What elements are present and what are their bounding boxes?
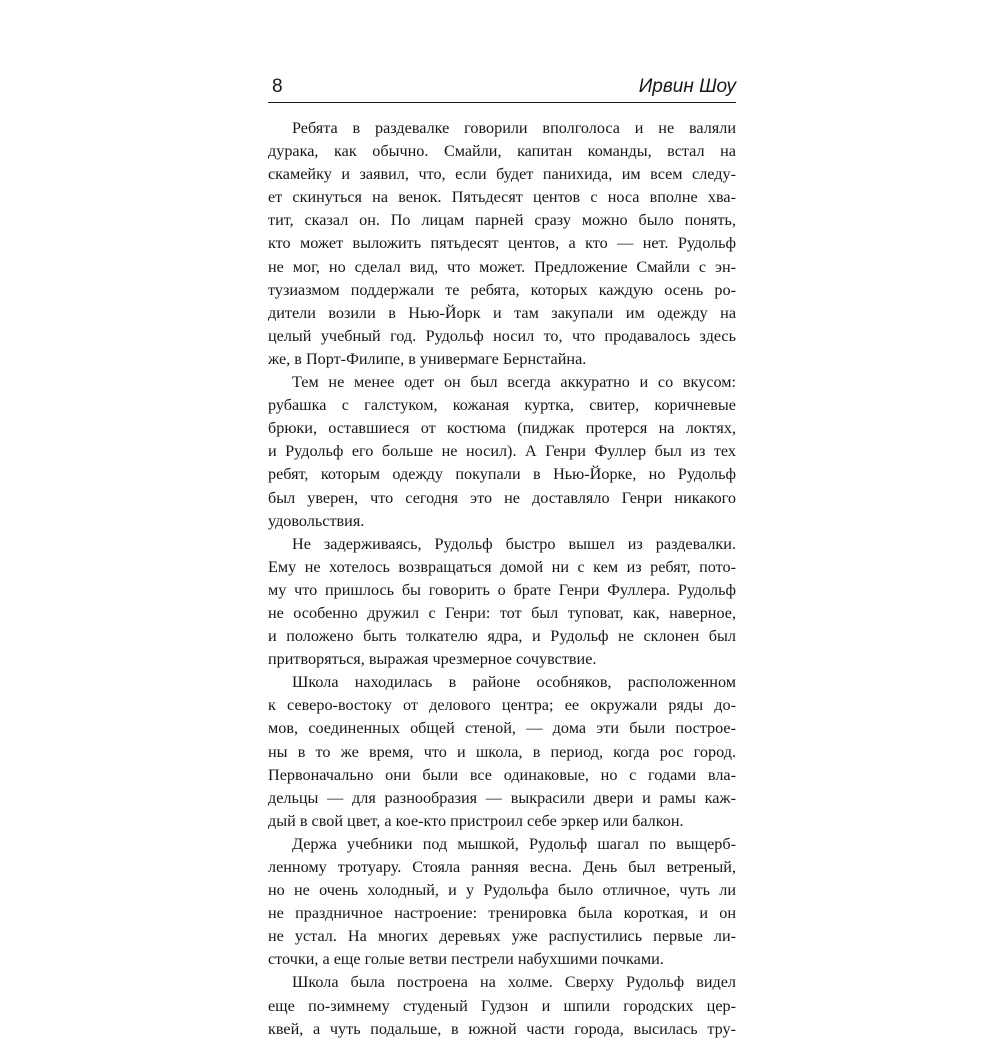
paragraph xyxy=(268,833,736,972)
text-body xyxy=(268,117,736,1041)
text-line: кто может выложить пятьдесят центов, а кто — нет. Рудольф xyxy=(268,234,736,253)
text-line: Тем не менее одет он был всегда аккуратно и со вкусом: xyxy=(292,373,736,392)
text-line: ленному тротуару. Стояла ранняя весна. День был ветреный, xyxy=(268,858,736,876)
text-line: Первоначально они были все одинаковые, но с годами вла- xyxy=(268,765,736,784)
paragraph xyxy=(268,533,736,672)
text-line: не мог, но сделал вид, что может. Предложение Смайли с эн- xyxy=(268,257,736,276)
text-line: тит, сказал он. По лицам парней сразу можно было понять, xyxy=(268,211,736,230)
text-line: дый в свой цвет, а кое-кто пристроил себе эркер или балкон. xyxy=(268,811,684,830)
text-line: но не очень холодный, и у Рудольфа было отличное, чуть ли xyxy=(268,881,736,900)
text-line: Ребята в раздевалке говорили вполголоса и не валяли xyxy=(292,119,736,137)
text-line: целый учебный год. Рудольф носил то, что продавалось здесь xyxy=(268,326,736,345)
paragraph xyxy=(268,371,736,533)
text-line: же, в Порт-Филипе, в универмаге Бернстайна. xyxy=(268,349,587,368)
text-line: скамейку и заявил, что, если будет панихида, им всем следу- xyxy=(268,165,736,184)
text-line: му что пришлось бы говорить о брате Генри Фуллера. Рудольф xyxy=(268,580,736,599)
page-number: 8 xyxy=(272,76,283,97)
text-line: дители возили в Нью-Йорк и там закупали им одежду на xyxy=(268,303,736,322)
paragraph xyxy=(268,971,736,1040)
text-line: ет скинуться на венок. Пятьдесят центов с носа вполне хва- xyxy=(268,188,736,207)
paragraph xyxy=(268,117,736,371)
text-line: дурака, как обычно. Смайли, капитан команды, встал на xyxy=(268,142,736,161)
running-head xyxy=(268,72,736,103)
text-line: не праздничное настроение: тренировка была короткая, и он xyxy=(268,904,736,923)
text-line: ны в то же время, что и школа, в период, когда рос город. xyxy=(268,742,736,761)
text-line: сточки, а еще голые ветви пестрели набухшими почками. xyxy=(268,950,664,969)
text-line: к северо-востоку от делового центра; ее окружали ряды до- xyxy=(268,696,736,715)
text-line: удовольствия. xyxy=(268,511,365,530)
text-line: Ему не хотелось возвращаться домой ни с кем из ребят, пото- xyxy=(268,557,736,576)
book-page xyxy=(268,72,736,1041)
text-line: рубашка с галстуком, кожаная куртка, свитер, коричневые xyxy=(268,396,736,415)
text-line: не устал. На многих деревьях уже распустились первые ли- xyxy=(268,927,736,946)
text-line: еще по-зимнему студеный Гудзон и шпили городских цер- xyxy=(268,996,736,1015)
text-line: притворяться, выражая чрезмерное сочувствие. xyxy=(268,650,597,669)
text-line: мов, соединенных общей стеной, — дома эти были построе- xyxy=(268,719,736,738)
text-line: и Рудольф его больше не носил). А Генри Фуллер был из тех xyxy=(268,442,736,461)
paragraph xyxy=(268,671,736,833)
text-line: квей, а чуть подальше, в южной части города, высилась тру- xyxy=(268,1019,736,1038)
text-line: Не задерживаясь, Рудольф быстро вышел из раздевалки. xyxy=(292,534,736,553)
text-line: не особенно дружил с Генри: тот был туповат, как, наверное, xyxy=(268,603,736,622)
text-line: был уверен, что сегодня это не доставляло Генри никакого xyxy=(268,488,736,507)
text-line: Держа учебники под мышкой, Рудольф шагал по выщерб- xyxy=(292,834,736,853)
text-line: брюки, оставшиеся от костюма (пиджак протерся на локтях, xyxy=(268,419,736,438)
text-line: Школа была построена на холме. Сверху Рудольф видел xyxy=(292,973,736,992)
text-line: дельцы — для разнообразия — выкрасили двери и рамы каж- xyxy=(268,788,736,807)
text-line: ребят, которым одежду покупали в Нью-Йорке, но Рудольф xyxy=(268,465,736,484)
running-title-author: Ирвин Шоу xyxy=(638,76,736,97)
text-line: Школа находилась в районе особняков, расположенном xyxy=(292,673,736,692)
text-line: тузиазмом поддержали те ребята, которых каждую осень ро- xyxy=(268,280,736,299)
text-line: и положено быть толкателю ядра, и Рудольф не склонен был xyxy=(268,627,736,646)
